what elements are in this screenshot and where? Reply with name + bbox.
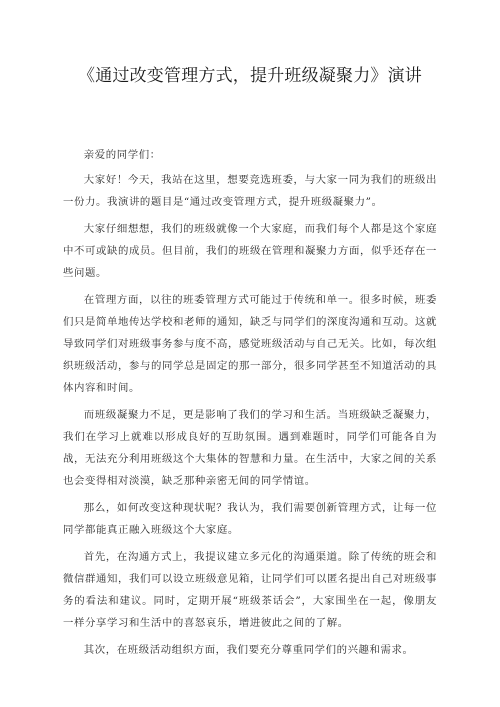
speech-body xyxy=(63,144,437,666)
intro-paragraph: 大家好！今天，我站在这里，想要竞选班委，与大家一同为我们的班级出一份力。我演讲的题目是“通过改变管理方式，提升班级凝聚力”。 xyxy=(63,174,437,208)
greeting-paragraph: 亲爱的同学们： xyxy=(83,149,161,161)
management-issue-paragraph: 在管理方面，以往的班委管理方式可能过于传统和单一。很多时候，班委们只是简单地传达学校和老师的通知，缺乏与同学们的深度沟通和互动。这就导致同学们对班级事务参与度不高，感觉班级活动与自己无关。比如，每次组织班级活动，参与的同学总是固定的那一部分，很多同学甚至不知道活动的具体内容和时间。 xyxy=(63,294,437,394)
document-title: 《通过改变管理方式，提升班级凝聚力》演讲 xyxy=(78,66,422,86)
activities-paragraph: 其次，在班级活动组织方面，我们要充分尊重同学们的兴趣和需求。 xyxy=(83,644,414,656)
solution-intro-paragraph: 那么，如何改变这种现状呢？我认为，我们需要创新管理方式，让每一位同学都能真正融入班级这个大家庭。 xyxy=(63,502,437,536)
cohesion-issue-paragraph: 而班级凝聚力不足，更是影响了我们的学习和生活。当班级缺乏凝聚力，我们在学习上就难以形成良好的互助氛围。遇到难题时，同学们可能各自为战，无法充分利用班级这个大集体的智慧和力量。在生活中，大家之间的关系也会变得相对淡漠，缺乏那种亲密无间的同学情谊。 xyxy=(63,409,437,487)
class-family-paragraph: 大家仔细想想，我们的班级就像一个大家庭，而我们每个人都是这个家庭中不可或缺的成员。但目前，我们的班级在管理和凝聚力方面，似乎还存在一些问题。 xyxy=(63,223,437,279)
communication-paragraph: 首先，在沟通方式上，我提议建立多元化的沟通渠道。除了传统的班会和微信群通知，我们可以设立班级意见箱，让同学们可以匿名提出自己对班级事务的看法和建议。同时，定期开展“班级茶话会”，大家围坐在一起，像朋友一样分享学习和生活中的喜怒哀乐，增进彼此之间的了解。 xyxy=(63,551,437,629)
